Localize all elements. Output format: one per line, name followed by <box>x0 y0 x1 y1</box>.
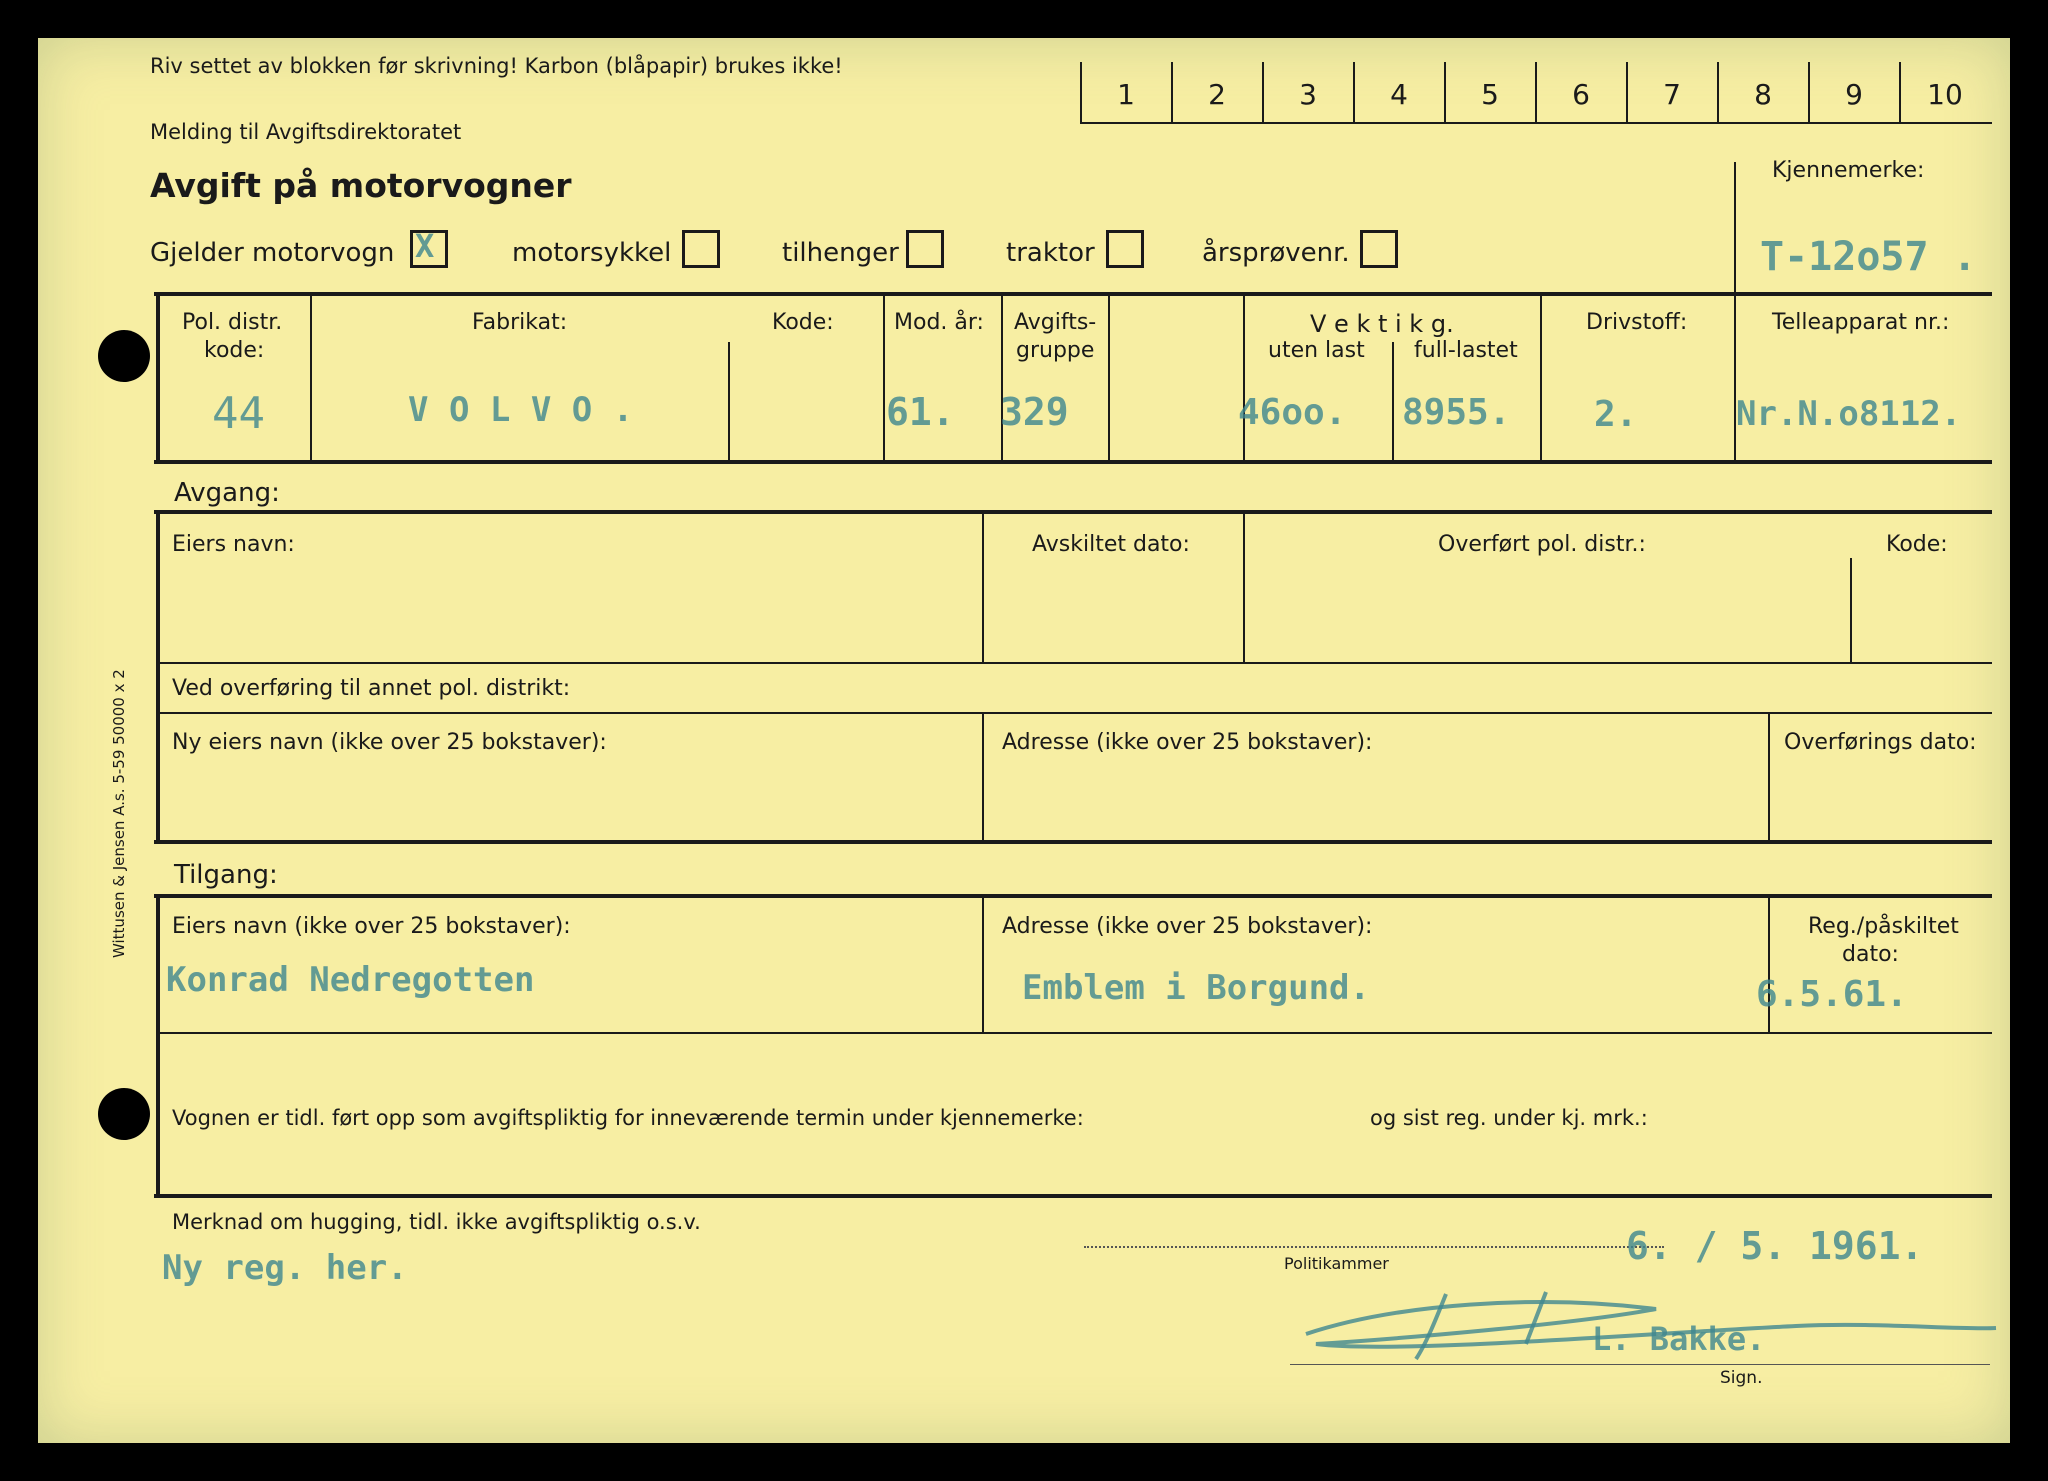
column-number: 3 <box>1299 78 1317 111</box>
full-lastet-label: full-lastet <box>1414 338 1518 363</box>
column-number: 8 <box>1754 78 1772 111</box>
motorvogn-checkbox[interactable] <box>410 227 448 268</box>
uten-last-value[interactable]: 46oo. <box>1238 392 1347 433</box>
vekt-label: V e k t i k g. <box>1310 310 1454 338</box>
punch-hole <box>98 1088 150 1140</box>
avgiftsgruppe-value[interactable]: 329 <box>1000 390 1069 434</box>
kjennemerke-label: Kjennemerke: <box>1772 158 1925 183</box>
telleapparat-value[interactable]: Nr.N.o8112. <box>1736 394 1962 434</box>
ny-eiers-navn-label: Ny eiers navn (ikke over 25 bokstaver): <box>172 730 607 755</box>
vehicle-box-top <box>154 292 1992 296</box>
tilgang-adresse-label: Adresse (ikke over 25 bokstaver): <box>1002 914 1373 939</box>
motorvogn-check-mark: X <box>415 227 435 265</box>
signer-name-value: L. Bakke. <box>1592 1320 1766 1358</box>
column-number: 1 <box>1117 78 1135 111</box>
traktor-checkbox[interactable] <box>1106 230 1144 268</box>
motorsykkel-label: motorsykkel <box>512 238 672 268</box>
mod-ar-value[interactable]: 61. <box>886 390 955 434</box>
merknad-value[interactable]: Ny reg. her. <box>162 1248 408 1288</box>
top-warning: Riv settet av blokken før skrivning! Karbon (blåpapir) brukes ikke! <box>150 54 843 78</box>
recipient-line: Melding til Avgiftsdirektoratet <box>150 120 462 144</box>
politikammer-line <box>1084 1246 1664 1248</box>
avgifts-label: Avgifts- <box>1014 310 1097 335</box>
motorsykkel-checkbox[interactable] <box>682 230 720 268</box>
reg-paskiltet-label: Reg./påskiltet <box>1808 914 1959 939</box>
tilgang-eiers-navn-value[interactable]: Konrad Nedregotten <box>166 960 535 1000</box>
column-number: 4 <box>1390 78 1408 111</box>
arsprovenr-label: årsprøvenr. <box>1202 238 1350 268</box>
overforings-dato-label: Overførings dato: <box>1784 730 1977 755</box>
column-number: 10 <box>1927 78 1963 111</box>
full-lastet-value[interactable]: 8955. <box>1402 392 1511 433</box>
printer-imprint: Wittusen & Jensen A.s. 5-59 50000 x 2 <box>110 669 128 958</box>
telleapparat-label: Telleapparat nr.: <box>1772 310 1950 335</box>
avgang-kode-label: Kode: <box>1886 532 1948 557</box>
pol-distr-label: Pol. distr. <box>182 310 283 335</box>
column-number: 5 <box>1481 78 1499 111</box>
drivstoff-label: Drivstoff: <box>1586 310 1688 335</box>
sist-reg-label: og sist reg. under kj. mrk.: <box>1370 1106 1648 1130</box>
kode-label: Kode: <box>772 310 834 335</box>
column-number: 6 <box>1572 78 1590 111</box>
column-number: 2 <box>1208 78 1226 111</box>
kjennemerke-value[interactable]: T-12o57 . <box>1760 234 1977 280</box>
sign-label: Sign. <box>1720 1368 1763 1388</box>
column-number: 9 <box>1845 78 1863 111</box>
gruppe-label: gruppe <box>1016 338 1095 363</box>
avgang-adresse-label: Adresse (ikke over 25 bokstaver): <box>1002 730 1373 755</box>
pol-kode-label: kode: <box>204 338 265 363</box>
vehicle-box-bottom <box>154 460 1992 464</box>
arsprovenr-checkbox[interactable] <box>1360 230 1398 268</box>
signature-date-value[interactable]: 6. / 5. 1961. <box>1626 1224 1924 1268</box>
pol-distr-value[interactable]: 44 <box>212 388 265 439</box>
punch-hole <box>98 330 150 382</box>
merknad-label: Merknad om hugging, tidl. ikke avgiftspliktig o.s.v. <box>172 1210 701 1234</box>
tidl-fort-label: Vognen er tidl. ført opp som avgiftspliktig for inneværende termin under kjennemerke: <box>172 1106 1084 1130</box>
uten-last-label: uten last <box>1268 338 1365 363</box>
tilhenger-checkbox[interactable] <box>906 230 944 268</box>
politikammer-label: Politikammer <box>1284 1254 1389 1273</box>
drivstoff-value[interactable]: 2. <box>1594 394 1638 435</box>
fabrikat-value[interactable]: V O L V O . <box>408 390 634 430</box>
sign-line <box>1290 1364 1990 1365</box>
form-sheet <box>38 38 2010 1443</box>
tilgang-heading: Tilgang: <box>174 860 278 890</box>
form-title: Avgift på motorvogner <box>150 166 572 205</box>
tilgang-eiers-navn-label: Eiers navn (ikke over 25 bokstaver): <box>172 914 571 939</box>
tilhenger-label: tilhenger <box>782 238 899 268</box>
ved-overforing-label: Ved overføring til annet pol. distrikt: <box>172 676 571 701</box>
avskiltet-dato-label: Avskiltet dato: <box>1032 532 1190 557</box>
tilgang-adresse-value[interactable]: Emblem i Borgund. <box>1022 968 1370 1008</box>
avgang-heading: Avgang: <box>174 478 280 508</box>
reg-dato-value[interactable]: 6.5.61. <box>1756 974 1908 1015</box>
overfort-pol-distr-label: Overført pol. distr.: <box>1438 532 1646 557</box>
reg-dato-label: dato: <box>1842 942 1899 967</box>
avgang-eiers-navn-label: Eiers navn: <box>172 532 295 557</box>
mod-ar-label: Mod. år: <box>894 310 984 335</box>
gjelder-label: Gjelder motorvogn <box>150 238 395 268</box>
traktor-label: traktor <box>1006 238 1095 268</box>
column-number: 7 <box>1663 78 1681 111</box>
fabrikat-label: Fabrikat: <box>472 310 568 335</box>
